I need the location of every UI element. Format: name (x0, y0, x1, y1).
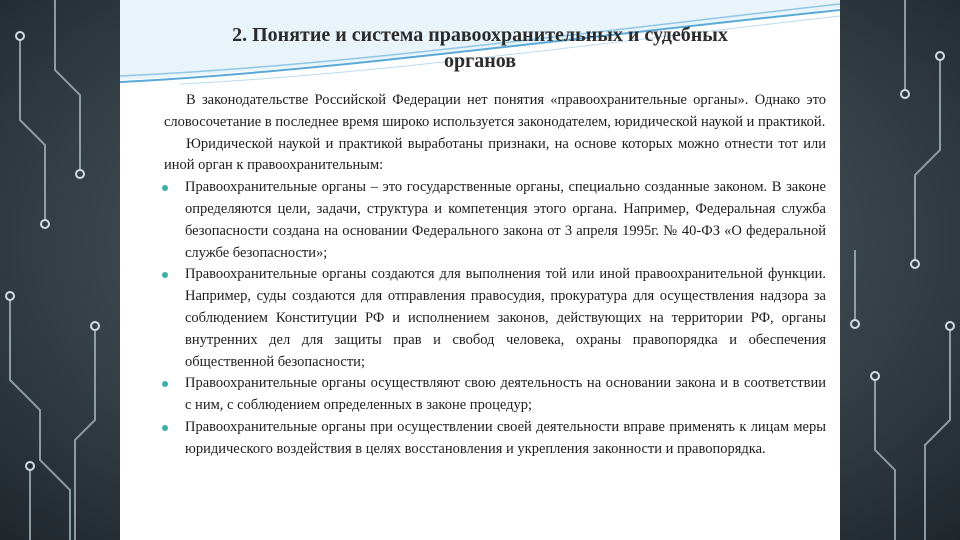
slide (120, 0, 840, 540)
left-circuit-decoration (0, 0, 125, 540)
slide-title (140, 22, 820, 74)
list-item-text: Правоохранительные органы при осуществлении своей деятельности вправе применять к лицам меры юридического воздействия в целях восстановления и укрепления законности и правопорядка. (185, 418, 826, 457)
slide-title-line-2: органов (443, 50, 517, 72)
right-circuit-decoration (835, 0, 960, 540)
paragraph-criteria-intro: Юридической наукой и практикой выработаны признаки, на основе которых можно отнести тот или иной орган к правоохранительным: (164, 135, 826, 174)
bullet-dot-icon (162, 425, 168, 431)
list-item-text: Правоохранительные органы осуществляют свою деятельность на основании закона и в соответствии с ним, с соблюдением определенных в законе процедур; (185, 375, 826, 414)
list-item (164, 264, 826, 373)
bullet-dot-icon (162, 381, 168, 387)
list-item (164, 417, 826, 461)
slide-body (164, 90, 826, 461)
bullet-dot-icon (162, 272, 168, 278)
slide-title-line-1: 2. Понятие и система правоохранительных и судебных (232, 24, 728, 46)
list-item-text: Правоохранительные органы – это государственные органы, специально созданные законом. В законе определяются цели, задачи, структура и компетенция этого органа. Например, Федеральная служба безопасности создана на основании Федерального закона от 3 апреля 1995г. № 40-ФЗ «О федеральной службе безопасности»; (185, 179, 826, 261)
paragraph-definition: В законодательстве Российской Федерации нет понятия «правоохранительные органы». Однако это словосочетание в последнее время широко используется законодателем, юридической наукой и практикой. (164, 92, 826, 130)
list-item (164, 177, 826, 264)
list-item (164, 373, 826, 417)
list-item-text: Правоохранительные органы создаются для выполнения той или иной правоохранительной функции. Например, суды создаются для отправления правосудия, прокуратура для осуществления надзора за соблюдением Конституции РФ и исполнением законов, действующих на территории РФ, органы внутренних дел для защиты прав и свобод человека, охраны правопорядка и обеспечения общественной безопасности; (185, 266, 826, 370)
bullet-dot-icon (162, 185, 168, 191)
